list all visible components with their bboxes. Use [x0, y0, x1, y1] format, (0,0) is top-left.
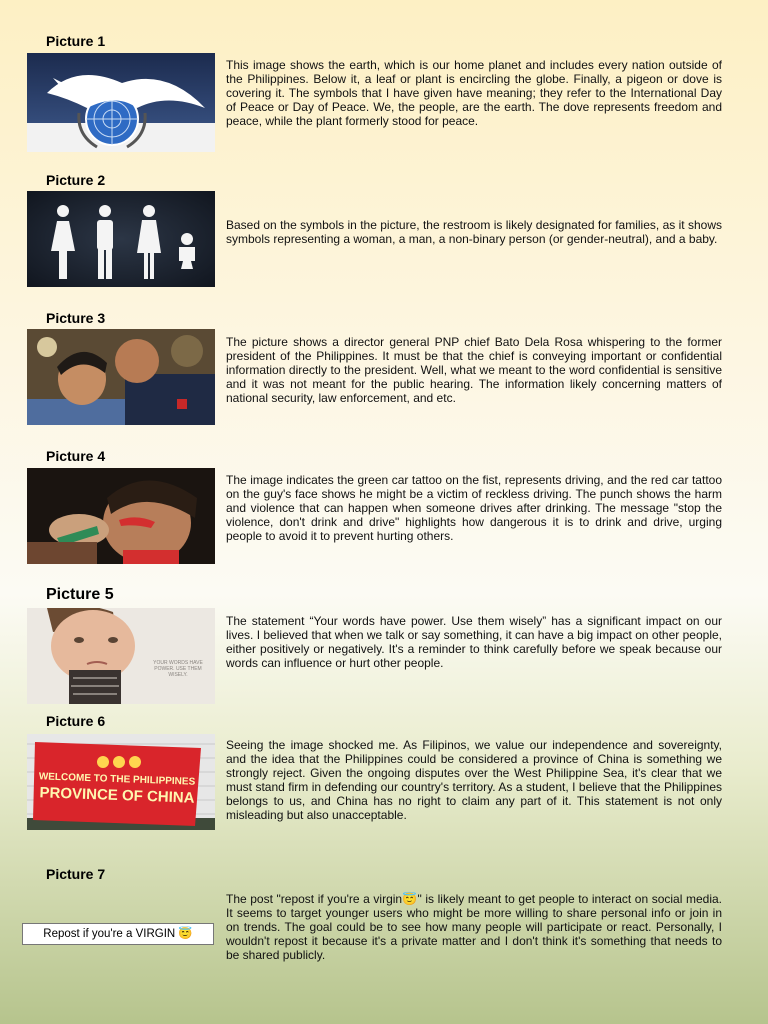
drunk-driving-ad-photo — [27, 468, 215, 564]
picture-4-description: The image indicates the green car tattoo on the fist, represents driving, and the red car tattoo on the guy's face shows he might be a victim of reckless driving. The punch shows the harm and violence that can happen when someone drives after drinking. The message "stop the violence, don't drink and drive" highlights how dangerous it is to drink and drive, urging people to avoid it to prevent hurting others. — [226, 473, 722, 543]
picture-6-image — [27, 734, 215, 830]
picture-3-image — [27, 329, 215, 425]
repost-post-label: Repost if you're a VIRGIN 😇 — [22, 923, 214, 945]
picture-4-image — [27, 468, 215, 564]
peace-dove-globe-illustration — [27, 53, 215, 152]
picture-5-description: The statement “Your words have power. Use them wisely” has a significant impact on our lives. I believed that when we talk or say something, it can have a big impact on other people, either positively or negatively. It's a reminder to think carefully before we speak because our words can influence or hurt other people. — [226, 614, 722, 670]
picture-6-heading: Picture 6 — [46, 713, 106, 729]
picture-2-heading: Picture 2 — [46, 172, 106, 188]
picture-3-description: The picture shows a director general PNP chief Bato Dela Rosa whispering to the former president of the Philippines. It must be that the chief is conveying important or confidential information directly to the president. Well, what we meant to the word confidential is sensitive and it was not meant for the public hearing. The information likely concerning matters of national security, law enforcement, and etc. — [226, 335, 722, 405]
picture-5-heading: Picture 5 — [46, 586, 114, 603]
banner-line-2: PROVINCE OF CHINA — [39, 784, 195, 807]
picture-2-description: Based on the symbols in the picture, the restroom is likely designated for families, as it shows symbols representing a woman, a man, a non-binary person (or gender-neutral), and a baby. — [226, 218, 722, 246]
words-have-power-ad-photo — [27, 608, 215, 704]
banner-line-1: WELCOME TO THE PHILIPPINES — [38, 771, 196, 788]
picture-6-description: Seeing the image shocked me. As Filipinos, we value our independence and sovereignty, and the idea that the Philippines could be considered a province of China is something we strongly reject. Given the ongoing disputes over the West Philippine Sea, it's clear that we must stand firm in defending our country's territory. As a student, I believe that the Philippines belongs to us, and China has no right to claim any part of it. This statement is not only misleading but also unacceptable. — [226, 738, 722, 822]
picture-1-image — [27, 53, 215, 152]
picture-2-image — [27, 191, 215, 287]
picture-1-heading: Picture 1 — [46, 33, 106, 49]
picture-7-heading: Picture 7 — [46, 866, 106, 882]
picture-7-description: The post "repost if you're a virgin😇" is likely meant to get people to interact on social media. It seems to target younger users who might be more willing to share personal info or join in on trends. The goal could be to see how many people will participate or react. Personally, I wouldn't repost it because it's a private matter and I don't think it's something that needs to be shared publicly. — [226, 892, 722, 962]
picture-5-image — [27, 608, 215, 704]
picture-3-heading: Picture 3 — [46, 310, 106, 326]
picture-4-heading: Picture 4 — [46, 448, 106, 464]
whispering-officials-photo — [27, 329, 215, 425]
picture-1-description: This image shows the earth, which is our home planet and includes every nation outside of the Philippines. Below it, a leaf or plant is encircling the globe. Finally, a pigeon or dove is covering it. The symbols that I have given have meaning; they refer to the International Day of Peace or Day of Peace. We, the people, are the earth. The dove represents freedom and peace, while the plant formerly stood for peace. — [226, 58, 722, 128]
family-restroom-sign-illustration — [27, 191, 215, 287]
picture-5-image-caption: YOUR WORDS HAVE POWER. USE THEM WISELY. — [153, 660, 203, 678]
